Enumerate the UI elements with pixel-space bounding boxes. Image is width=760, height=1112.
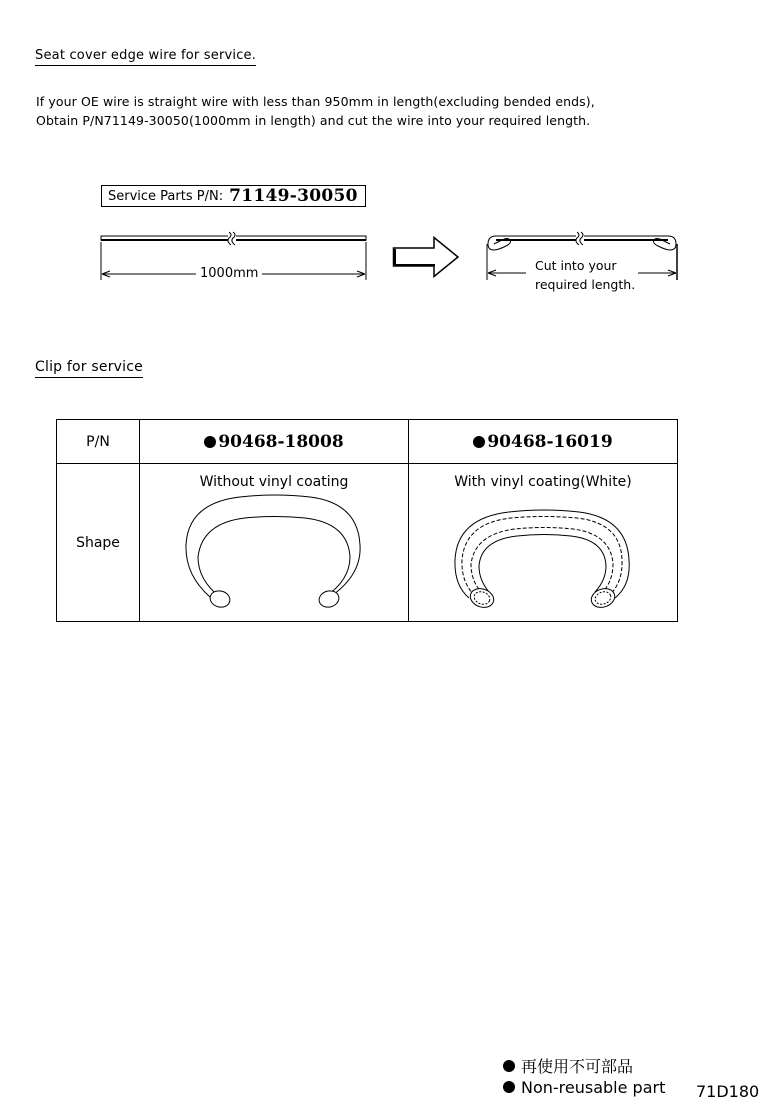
service-part-box [101, 185, 366, 207]
instruction-line-1: If your OE wire is straight wire with less than 950mm in length(excluding bended ends), [36, 94, 595, 109]
legend-label-jp: 再使用不可部品 [521, 1057, 634, 1076]
shape-description-2: With vinyl coating(White) [454, 474, 632, 490]
non-reusable-dot-icon [473, 436, 485, 448]
legend-item-en [503, 1077, 665, 1098]
cut-instruction [535, 256, 635, 294]
clip-heading: Clip for service [35, 359, 143, 378]
cut-instruction-line-2: required length. [535, 277, 636, 292]
filled-circle-icon [503, 1081, 515, 1093]
legend [503, 1056, 665, 1098]
filled-circle-icon [503, 1060, 515, 1072]
row-header-pn: P/N [57, 420, 140, 464]
shape-description-1: Without vinyl coating [199, 474, 349, 490]
clip-table [56, 419, 678, 622]
instruction-line-2: Obtain P/N71149-30050(1000mm in length) and cut the wire into your required length. [36, 113, 591, 128]
service-part-label: Service Parts P/N: [108, 188, 224, 204]
shape-cell-1 [140, 464, 409, 622]
legend-label-en: Non-reusable part [521, 1078, 666, 1097]
service-part-number: 71149-30050 [229, 186, 358, 206]
legend-item-jp [503, 1056, 665, 1077]
part-number-cell-2 [409, 420, 678, 464]
part-number-2: 90468-16019 [487, 431, 613, 452]
table-row-shape [57, 464, 678, 622]
wire-length-label: 1000mm [196, 266, 262, 281]
part-number-1: 90468-18008 [218, 431, 344, 452]
shape-cell-2 [409, 464, 678, 622]
part-number-cell-1 [140, 420, 409, 464]
clip-uncoated-icon [140, 490, 408, 610]
non-reusable-dot-icon [204, 436, 216, 448]
instructions [36, 92, 595, 130]
arrow-right-icon [392, 236, 460, 278]
row-header-shape: Shape [57, 464, 140, 622]
document-code: 71D180 [696, 1082, 760, 1101]
edge-wire-heading: Seat cover edge wire for service. [35, 48, 256, 66]
table-row-pn [57, 420, 678, 464]
clip-vinyl-coated-icon [409, 490, 677, 610]
cut-instruction-line-1: Cut into your [535, 258, 617, 273]
